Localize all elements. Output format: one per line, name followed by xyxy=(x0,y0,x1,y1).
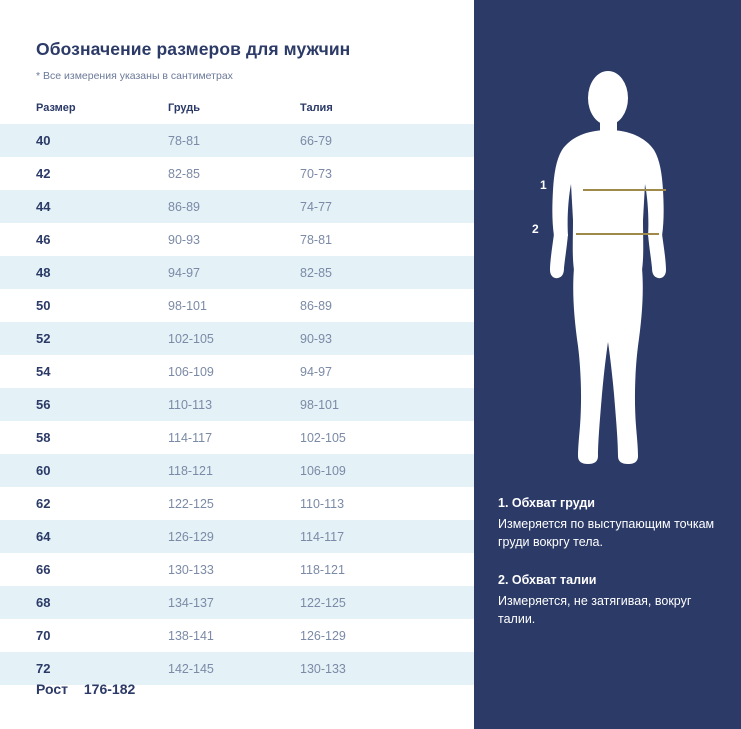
size-table xyxy=(0,98,474,685)
row-spacer xyxy=(0,355,36,388)
cell-chest: 90-93 xyxy=(168,232,200,247)
cell-chest: 122-125 xyxy=(168,496,214,511)
row-spacer xyxy=(0,124,36,157)
row-spacer xyxy=(0,553,36,586)
table-row xyxy=(0,355,474,388)
marker-label-2: 2 xyxy=(532,222,539,236)
cell-size: 68 xyxy=(36,586,168,619)
table-row xyxy=(0,487,474,520)
legend-text-waist: Измеряется, не затягивая, вокруг талии. xyxy=(498,594,692,627)
cell-chest: 98-101 xyxy=(168,298,207,313)
row-spacer xyxy=(0,586,36,619)
cell-waist: 130-133 xyxy=(300,652,474,685)
cell-chest: 106-109 xyxy=(168,364,214,379)
measurement-note: * Все измерения указаны в сантиметрах xyxy=(36,70,233,82)
cell-waist: 90-93 xyxy=(300,322,474,355)
cell-size: 66 xyxy=(36,562,51,577)
table-row xyxy=(0,289,474,322)
cell-waist: 114-117 xyxy=(300,520,474,553)
row-spacer xyxy=(0,520,36,553)
cell-waist: 78-81 xyxy=(300,232,332,247)
cell-waist: 82-85 xyxy=(300,256,474,289)
cell-chest: 138-141 xyxy=(168,628,214,643)
cell-waist: 118-121 xyxy=(300,562,345,577)
cell-size: 54 xyxy=(36,364,51,379)
row-spacer xyxy=(0,652,36,685)
legend-title-chest: 1. Обхват груди xyxy=(498,496,595,510)
table-row xyxy=(0,619,474,652)
marker-label-1: 1 xyxy=(540,178,547,192)
cell-size: 56 xyxy=(36,388,168,421)
cell-chest: 118-121 xyxy=(168,454,300,487)
table-row xyxy=(0,421,474,454)
row-spacer xyxy=(0,289,36,322)
row-spacer xyxy=(0,256,36,289)
cell-chest: 110-113 xyxy=(168,388,300,421)
cell-chest: 82-85 xyxy=(168,166,200,181)
row-spacer xyxy=(0,322,36,355)
cell-chest: 102-105 xyxy=(168,322,300,355)
cell-size: 60 xyxy=(36,454,168,487)
cell-size: 70 xyxy=(36,628,51,643)
cell-size: 58 xyxy=(36,430,51,445)
table-row xyxy=(0,190,474,223)
cell-chest: 94-97 xyxy=(168,256,300,289)
cell-chest: 134-137 xyxy=(168,586,300,619)
row-spacer xyxy=(0,454,36,487)
row-spacer xyxy=(0,190,36,223)
cell-waist: 106-109 xyxy=(300,454,474,487)
cell-size: 42 xyxy=(36,166,51,181)
table-row xyxy=(0,520,474,553)
cell-size: 44 xyxy=(36,190,168,223)
cell-size: 50 xyxy=(36,298,51,313)
cell-waist: 110-113 xyxy=(300,496,345,511)
cell-waist: 86-89 xyxy=(300,298,332,313)
row-spacer xyxy=(0,487,36,520)
height-value: 176-182 xyxy=(83,681,136,697)
cell-waist: 126-129 xyxy=(300,628,346,643)
cell-size: 72 xyxy=(36,652,168,685)
body-silhouette-icon xyxy=(474,70,741,480)
height-label: Рост xyxy=(36,681,68,697)
cell-waist: 102-105 xyxy=(300,430,346,445)
cell-chest: 126-129 xyxy=(168,520,300,553)
height-row xyxy=(36,681,135,697)
table-row xyxy=(0,388,474,421)
row-spacer xyxy=(0,619,36,652)
cell-waist: 98-101 xyxy=(300,388,474,421)
cell-size: 40 xyxy=(36,124,168,157)
cell-size: 64 xyxy=(36,520,168,553)
cell-size: 46 xyxy=(36,232,51,247)
cell-waist: 122-125 xyxy=(300,586,474,619)
legend-text-chest: Измеряется по выступающим точкам груди вокргу тела. xyxy=(498,517,715,550)
cell-waist: 66-79 xyxy=(300,124,474,157)
column-header-size xyxy=(0,98,36,124)
table-row xyxy=(0,223,474,256)
column-header-size-label: Размер xyxy=(36,98,168,124)
cell-chest: 78-81 xyxy=(168,124,300,157)
cell-waist: 94-97 xyxy=(300,364,332,379)
cell-waist: 70-73 xyxy=(300,166,332,181)
size-table-body xyxy=(0,124,474,685)
table-row xyxy=(0,322,474,355)
column-header-waist: Талия xyxy=(300,98,474,124)
male-body-figure xyxy=(474,70,741,480)
legend-title-waist: 2. Обхват талии xyxy=(498,573,597,588)
cell-chest: 142-145 xyxy=(168,652,300,685)
cell-chest: 114-117 xyxy=(168,430,213,445)
table-row xyxy=(0,586,474,619)
table-row xyxy=(0,157,474,190)
cell-waist: 74-77 xyxy=(300,190,474,223)
table-row xyxy=(0,553,474,586)
table-row xyxy=(0,124,474,157)
illustration-panel xyxy=(474,0,741,729)
cell-size: 52 xyxy=(36,322,168,355)
legend xyxy=(498,496,723,651)
cell-size: 48 xyxy=(36,256,168,289)
table-row xyxy=(0,256,474,289)
cell-size: 62 xyxy=(36,496,51,511)
row-spacer xyxy=(0,388,36,421)
page-title: Обозначение размеров для мужчин xyxy=(36,39,351,59)
row-spacer xyxy=(0,157,36,190)
column-header-chest: Грудь xyxy=(168,98,300,124)
table-row xyxy=(0,454,474,487)
row-spacer xyxy=(0,223,36,256)
table-header-row xyxy=(0,98,474,124)
cell-chest: 86-89 xyxy=(168,190,300,223)
row-spacer xyxy=(0,421,36,454)
cell-chest: 130-133 xyxy=(168,562,214,577)
